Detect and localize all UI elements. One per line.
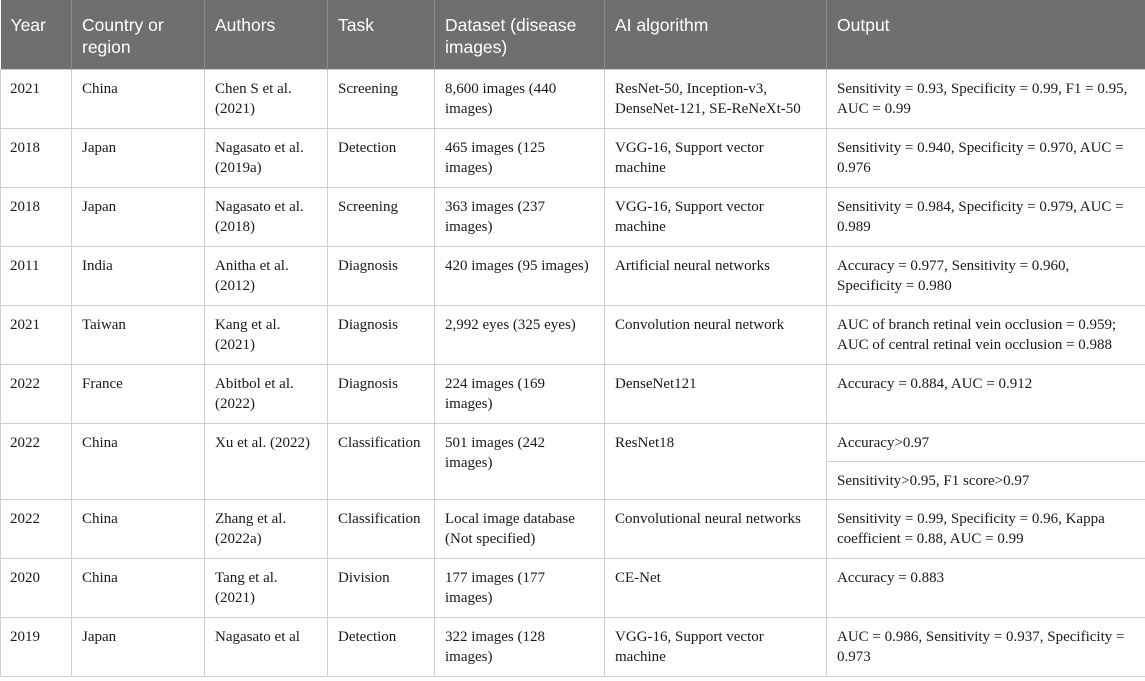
cell-output: Sensitivity = 0.99, Specificity = 0.96, Kappa coefficient = 0.88, AUC = 0.99 bbox=[827, 500, 1145, 559]
cell-task: Detection bbox=[328, 129, 435, 188]
header-algorithm: AI algorithm bbox=[605, 0, 827, 70]
cell-authors: Anitha et al. (2012) bbox=[205, 247, 328, 306]
cell-country: China bbox=[72, 424, 205, 500]
table-row bbox=[1, 188, 1145, 247]
cell-algorithm: ResNet-50, Inception-v3, DenseNet-121, SE-ReNeXt-50 bbox=[605, 70, 827, 129]
cell-year: 2018 bbox=[1, 129, 72, 188]
header-row bbox=[1, 0, 1145, 70]
cell-year: 2021 bbox=[1, 306, 72, 365]
cell-algorithm: Convolutional neural networks bbox=[605, 500, 827, 559]
cell-task: Screening bbox=[328, 70, 435, 129]
header-task: Task bbox=[328, 0, 435, 70]
cell-dataset: 465 images (125 images) bbox=[435, 129, 605, 188]
cell-country: China bbox=[72, 559, 205, 618]
cell-year: 2019 bbox=[1, 618, 72, 677]
table-row bbox=[1, 500, 1145, 559]
header-output: Output bbox=[827, 0, 1145, 70]
table-row bbox=[1, 559, 1145, 618]
cell-algorithm: VGG-16, Support vector machine bbox=[605, 618, 827, 677]
cell-algorithm: VGG-16, Support vector machine bbox=[605, 188, 827, 247]
table-row bbox=[1, 306, 1145, 365]
cell-output: AUC of branch retinal vein occlusion = 0.959; AUC of central retinal vein occlusion = 0.988 bbox=[827, 306, 1145, 365]
cell-dataset: 363 images (237 images) bbox=[435, 188, 605, 247]
cell-algorithm: Convolution neural network bbox=[605, 306, 827, 365]
cell-year: 2022 bbox=[1, 500, 72, 559]
cell-dataset: Local image database (Not specified) bbox=[435, 500, 605, 559]
cell-authors: Xu et al. (2022) bbox=[205, 424, 328, 500]
cell-dataset: 322 images (128 images) bbox=[435, 618, 605, 677]
cell-authors: Nagasato et al. (2018) bbox=[205, 188, 328, 247]
table-row bbox=[1, 365, 1145, 424]
cell-country: China bbox=[72, 70, 205, 129]
cell-country: France bbox=[72, 365, 205, 424]
cell-country: Japan bbox=[72, 129, 205, 188]
cell-country: Japan bbox=[72, 188, 205, 247]
cell-output: Sensitivity = 0.940, Specificity = 0.970, AUC = 0.976 bbox=[827, 129, 1145, 188]
cell-algorithm: VGG-16, Support vector machine bbox=[605, 129, 827, 188]
cell-output: Accuracy>0.97 bbox=[827, 424, 1145, 462]
cell-algorithm: CE-Net bbox=[605, 559, 827, 618]
cell-dataset: 501 images (242 images) bbox=[435, 424, 605, 500]
cell-task: Division bbox=[328, 559, 435, 618]
cell-authors: Zhang et al. (2022a) bbox=[205, 500, 328, 559]
cell-year: 2021 bbox=[1, 70, 72, 129]
cell-task: Screening bbox=[328, 188, 435, 247]
cell-year: 2020 bbox=[1, 559, 72, 618]
cell-task: Classification bbox=[328, 500, 435, 559]
cell-task: Detection bbox=[328, 618, 435, 677]
cell-authors: Tang et al. (2021) bbox=[205, 559, 328, 618]
cell-authors: Nagasato et al. (2019a) bbox=[205, 129, 328, 188]
header-authors: Authors bbox=[205, 0, 328, 70]
header-year: Year bbox=[1, 0, 72, 70]
cell-dataset: 224 images (169 images) bbox=[435, 365, 605, 424]
cell-dataset: 8,600 images (440 images) bbox=[435, 70, 605, 129]
table-row bbox=[1, 70, 1145, 129]
cell-year: 2011 bbox=[1, 247, 72, 306]
table-row bbox=[1, 618, 1145, 677]
cell-output: Sensitivity = 0.93, Specificity = 0.99, F1 = 0.95, AUC = 0.99 bbox=[827, 70, 1145, 129]
cell-output: Sensitivity>0.95, F1 score>0.97 bbox=[827, 462, 1145, 500]
cell-country: Japan bbox=[72, 618, 205, 677]
cell-country: China bbox=[72, 500, 205, 559]
header-country: Country or region bbox=[72, 0, 205, 70]
table-row bbox=[1, 247, 1145, 306]
cell-output: Accuracy = 0.883 bbox=[827, 559, 1145, 618]
table-row bbox=[1, 424, 1145, 462]
cell-output: Sensitivity = 0.984, Specificity = 0.979, AUC = 0.989 bbox=[827, 188, 1145, 247]
cell-year: 2018 bbox=[1, 188, 72, 247]
cell-output: AUC = 0.986, Sensitivity = 0.937, Specificity = 0.973 bbox=[827, 618, 1145, 677]
cell-authors: Kang et al. (2021) bbox=[205, 306, 328, 365]
cell-task: Diagnosis bbox=[328, 247, 435, 306]
cell-algorithm: Artificial neural networks bbox=[605, 247, 827, 306]
cell-country: India bbox=[72, 247, 205, 306]
table-row bbox=[1, 129, 1145, 188]
cell-authors: Abitbol et al. (2022) bbox=[205, 365, 328, 424]
cell-output: Accuracy = 0.884, AUC = 0.912 bbox=[827, 365, 1145, 424]
cell-task: Classification bbox=[328, 424, 435, 500]
cell-dataset: 177 images (177 images) bbox=[435, 559, 605, 618]
cell-country: Taiwan bbox=[72, 306, 205, 365]
cell-authors: Nagasato et al bbox=[205, 618, 328, 677]
cell-algorithm: ResNet18 bbox=[605, 424, 827, 500]
cell-algorithm: DenseNet121 bbox=[605, 365, 827, 424]
cell-authors: Chen S et al. (2021) bbox=[205, 70, 328, 129]
cell-dataset: 2,992 eyes (325 eyes) bbox=[435, 306, 605, 365]
cell-dataset: 420 images (95 images) bbox=[435, 247, 605, 306]
cell-output: Accuracy = 0.977, Sensitivity = 0.960, Specificity = 0.980 bbox=[827, 247, 1145, 306]
cell-year: 2022 bbox=[1, 365, 72, 424]
cell-task: Diagnosis bbox=[328, 306, 435, 365]
cell-year: 2022 bbox=[1, 424, 72, 500]
header-dataset: Dataset (disease images) bbox=[435, 0, 605, 70]
cell-task: Diagnosis bbox=[328, 365, 435, 424]
